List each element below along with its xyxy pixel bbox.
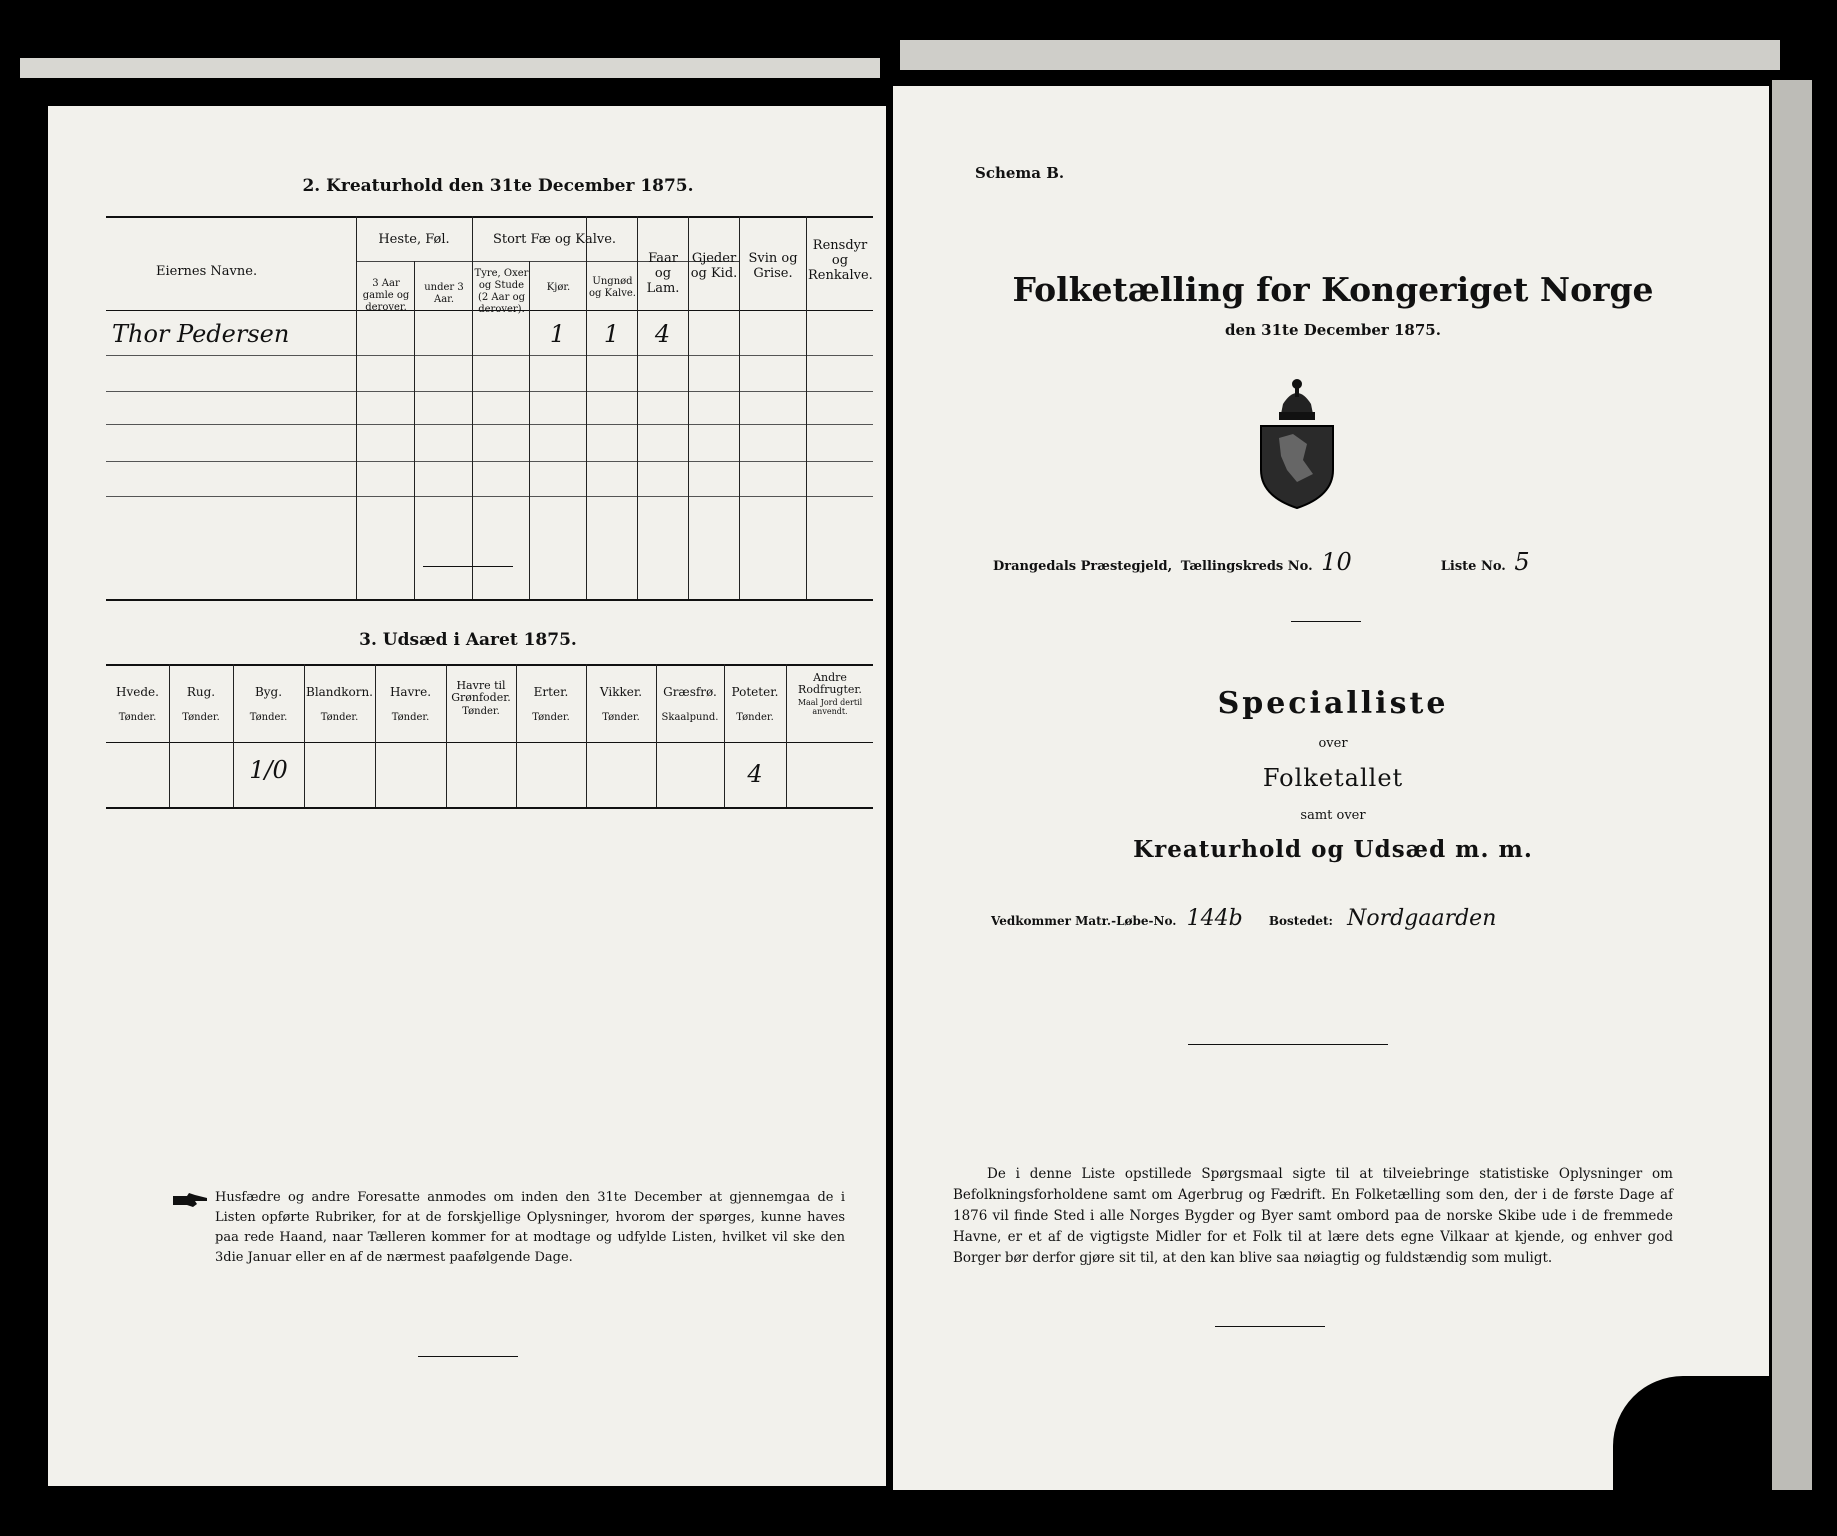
bostedet-value: Nordgaarden: [1347, 906, 1497, 931]
cattle-sub-2: Kjør.: [546, 282, 571, 293]
byg-row1: 1/0: [249, 756, 288, 784]
reindeer-header: Rensdyr og Renkalve.: [808, 238, 873, 283]
kjor-row1: 1: [549, 320, 566, 348]
livestock-table: [106, 216, 873, 602]
divider-2: [418, 1356, 518, 1357]
bostedet-label: Bostedet:: [1268, 914, 1333, 928]
col-poteter: Poteter. Tønder.: [731, 685, 779, 723]
col-erter: Erter. Tønder.: [532, 685, 570, 723]
census-title: Folketælling for Kongeriget Norge: [1012, 270, 1654, 309]
sheep-header: Faar og Lam.: [646, 251, 680, 296]
schema-label: Schema B.: [975, 164, 1065, 182]
left-page: [48, 106, 886, 1486]
owner-column-header: Eiernes Navne.: [156, 264, 258, 279]
notice-text: Husfædre og andre Foresatte anmodes om inden den 31te December at gjennemgaa de i Listen opførte Rubriker, for at de forskjellige Oplysninger, hvorom der spørges, kunne haves paa rede Haand, naar Tælleren kommer for at modtage og udfylde Listen, hvilket vil ske den 3die Januar eller en af de nærmest paafølgende Dage.: [215, 1190, 845, 1265]
specialliste-heading: Specialliste: [1217, 686, 1449, 721]
district-value: 10: [1321, 548, 1352, 576]
col-hvede: Hvede. Tønder.: [116, 685, 159, 723]
district-label: Tællingskreds No.: [1180, 559, 1313, 574]
goat-header: Gjeder og Kid.: [690, 251, 738, 281]
horse-sub-1: 3 Aar gamle og derover.: [362, 278, 410, 313]
paper-edge-top-right: [900, 40, 1780, 70]
coat-of-arms-icon: [1253, 374, 1341, 514]
paper-edge-top-left: [20, 58, 880, 78]
matr-line: [991, 906, 1691, 931]
ungnod-row1: 1: [603, 320, 620, 348]
col-havre-gronfoder: Havre til Grønfoder. Tønder.: [451, 679, 511, 717]
section3-title: 3. Udsæd i Aaret 1875.: [359, 630, 577, 650]
section2-title: 2. Kreaturhold den 31te December 1875.: [302, 176, 694, 196]
pig-header: Svin og Grise.: [748, 251, 798, 281]
parish-label: Drangedals Præstegjeld,: [993, 559, 1173, 574]
cattle-sub-1: Tyre, Oxer og Stude (2 Aar og derover).: [474, 268, 529, 315]
over-text-1: over: [1318, 736, 1348, 751]
pointing-hand-icon: [173, 1193, 207, 1209]
cattle-group-header: Stort Fæ og Kalve.: [492, 232, 617, 247]
horse-group-header: Heste, Føl.: [378, 232, 450, 247]
col-andre-rodfrugter: Andre Rodfrugter. Maal Jord dertil anvendt.: [797, 671, 863, 716]
folketallet-heading: Folketallet: [1262, 764, 1404, 792]
col-havre: Havre. Tønder.: [389, 685, 432, 723]
poteter-row1: 4: [747, 760, 763, 788]
faar-row1: 4: [654, 320, 671, 348]
sowing-table: [106, 664, 873, 814]
list-value: 5: [1514, 548, 1530, 576]
col-rug: Rug. Tønder.: [182, 685, 220, 723]
kreaturhold-heading: Kreaturhold og Udsæd m. m.: [1133, 836, 1533, 863]
matr-label: Vedkommer Matr.-Løbe-No.: [991, 914, 1177, 928]
intro-paragraph: De i denne Liste opstillede Spørgsmaal sigte til at tilveiebringe statistiske Oplysninger om Befolkningsforholdene samt om Agerbrug og Fædrift. En Folketælling som den, der i de første Dage af 1876 vil finde Sted i alle Norges Bygder og Byer samt ombord paa de norske Skibe ude i de fremmede Havne, er et af de vigtigste Midler for et Folk til at lære dets egne Vilkaar at kjende, og enhver god Borger bør derfor gjøre sit til, at den kan blive saa nøiagtig og fuldstændig som muligt.: [953, 1166, 1673, 1266]
owner-name-row1: Thor Pedersen: [112, 320, 290, 348]
census-date: den 31te December 1875.: [1225, 321, 1441, 339]
samt-over-text: samt over: [1300, 808, 1366, 823]
col-graesfro: Græsfrø. Skaalpund.: [661, 685, 719, 723]
parish-line: [993, 548, 1693, 576]
divider-1: [423, 566, 513, 567]
matr-value: 144b: [1186, 906, 1243, 931]
horse-sub-2: under 3 Aar.: [424, 282, 464, 305]
paper-edge-right: [1772, 80, 1812, 1490]
divider-3: [1291, 621, 1361, 622]
col-blandkorn: Blandkorn. Tønder.: [306, 685, 373, 723]
list-label: Liste No.: [1440, 559, 1506, 574]
right-page: [893, 86, 1769, 1490]
binding-shadow: [1613, 1376, 1769, 1490]
divider-4: [1188, 1044, 1388, 1045]
divider-5: [1215, 1326, 1325, 1327]
col-byg: Byg. Tønder.: [249, 685, 288, 723]
col-vikker: Vikker. Tønder.: [599, 685, 643, 723]
cattle-sub-3: Ungnød og Kalve.: [589, 276, 636, 299]
